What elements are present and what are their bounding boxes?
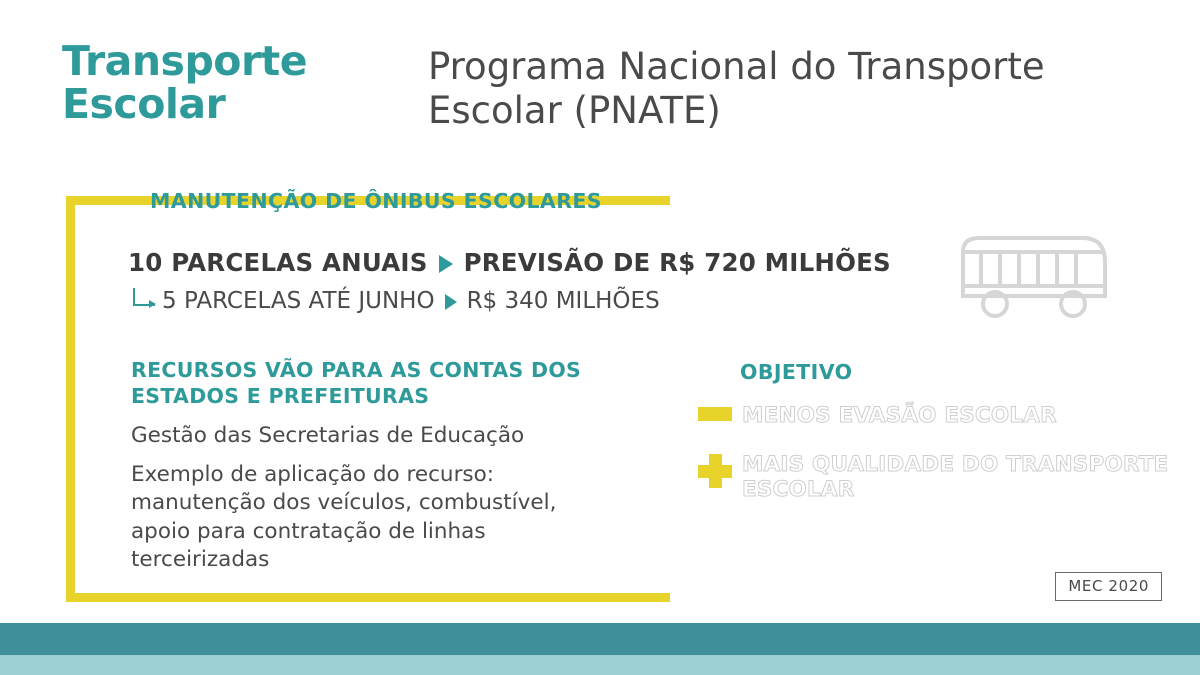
objetivo-item-2-label: MAIS QUALIDADE DO TRANSPORTE ESCOLAR: [742, 452, 1169, 503]
recursos-line-2: Exemplo de aplicação do recurso: manutenção dos veículos, combustível, apoio para contratação de linhas terceirizadas: [131, 462, 557, 573]
footer-bar-primary: [0, 623, 1200, 655]
section-heading: MANUTENÇÃO DE ÔNIBUS ESCOLARES: [150, 189, 602, 213]
plus-marker-icon: [698, 454, 732, 488]
recursos-heading: RECURSOS VÃO PARA AS CONTAS DOS ESTADOS E PREFEITURAS: [131, 358, 582, 408]
objetivo-heading: OBJETIVO: [740, 360, 853, 384]
page-title: Transporte Escolar: [62, 37, 308, 128]
footer-bar-secondary: [0, 655, 1200, 675]
parcelas-label: 10 PARCELAS ANUAIS: [128, 248, 428, 277]
recursos-line-1: Gestão das Secretarias de Educação: [131, 423, 525, 448]
page-subtitle: Programa Nacional do Transporte Escolar (PNATE): [428, 45, 1045, 132]
play-triangle-icon: [445, 294, 457, 310]
bus-icon: [955, 222, 1115, 327]
corner-arrow-icon: [133, 288, 155, 306]
parcelas-row: [128, 248, 891, 277]
parcelas-sub-label: 5 PARCELAS ATÉ JUNHO: [162, 288, 435, 314]
parcelas-sub-value: R$ 340 MILHÕES: [466, 288, 660, 314]
parcelas-sub-row: [133, 288, 660, 314]
play-triangle-icon: [439, 255, 453, 273]
objetivo-item-1-label: MENOS EVASÃO ESCOLAR: [742, 403, 1057, 428]
dash-marker-icon: [698, 407, 732, 421]
objetivo-item-2: [698, 452, 1200, 503]
yellow-bracket-top-segment: [66, 196, 144, 205]
source-badge: MEC 2020: [1055, 572, 1162, 601]
objetivo-item-1: [698, 403, 1057, 428]
parcelas-value: PREVISÃO DE R$ 720 MILHÕES: [463, 248, 891, 277]
